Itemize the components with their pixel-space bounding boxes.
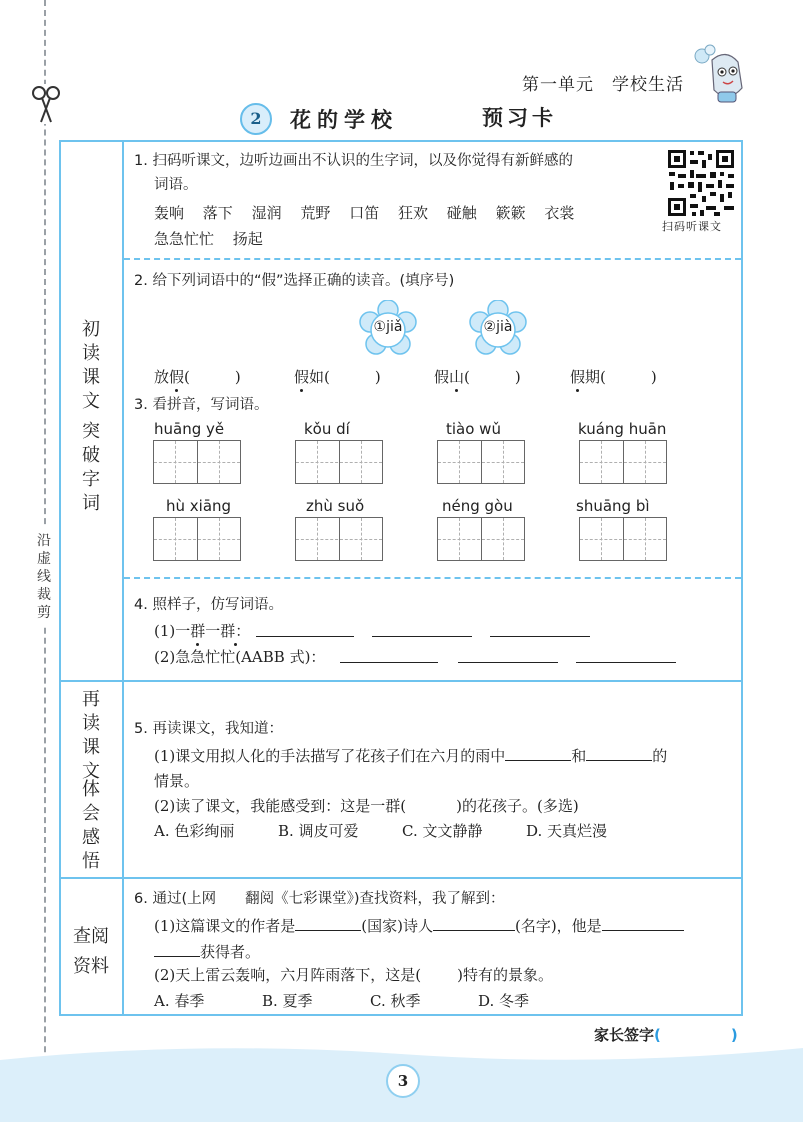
- writing-grid[interactable]: [295, 440, 383, 484]
- qr-caption: 扫码听课文: [662, 220, 722, 233]
- answer-blank[interactable]: [433, 914, 515, 931]
- section-divider-2: [59, 877, 743, 879]
- option-flower-1: [358, 300, 418, 360]
- q6-prompt: 6. 通过(上网 翻阅《七彩课堂》)查找资料，我了解到：: [134, 891, 505, 907]
- option-label: ②jià: [483, 319, 513, 335]
- q5-prompt: 5. 再读课文，我知道：: [134, 721, 283, 737]
- pinyin-label: tiào wǔ: [446, 420, 501, 438]
- unit-title: 学校生活: [612, 75, 684, 95]
- cut-label: 沿虚线裁剪: [34, 528, 54, 626]
- pinyin-label: shuāng bì: [576, 497, 650, 515]
- writing-grid[interactable]: [579, 517, 667, 561]
- q2-item-2[interactable]: 假如( ): [294, 368, 381, 386]
- pinyin-label: néng gòu: [442, 497, 513, 515]
- writing-grid[interactable]: [437, 440, 525, 484]
- q1-word[interactable]: 荒野: [300, 204, 331, 222]
- answer-blank[interactable]: [586, 744, 652, 761]
- section-label-reread: 再读课文: [82, 689, 100, 782]
- page-number: 3: [386, 1064, 420, 1098]
- answer-blank[interactable]: [295, 914, 361, 931]
- lesson-number-badge: 2: [240, 103, 272, 135]
- option-flower-2: [468, 300, 528, 360]
- answer-blank[interactable]: [256, 620, 354, 637]
- q1-word[interactable]: 急急忙忙: [154, 230, 215, 248]
- q6-option[interactable]: B. 夏季: [262, 992, 313, 1010]
- q5-option[interactable]: B. 调皮可爱: [278, 822, 359, 840]
- section-label-lookup: 查阅资料: [73, 926, 109, 977]
- q6-option[interactable]: C. 秋季: [370, 992, 421, 1010]
- q2-item-1[interactable]: 放假( ): [154, 368, 241, 386]
- q1-word-row: [154, 228, 277, 249]
- q3-prompt: 3. 看拼音，写词语。: [134, 397, 269, 413]
- pinyin-label: kǒu dí: [304, 420, 350, 438]
- q6-option[interactable]: D. 冬季: [478, 992, 530, 1010]
- q6-options: [154, 990, 529, 1011]
- q6-line-2: (2)天上雷云轰响，六月阵雨落下，这是( )特有的景象。: [154, 966, 553, 984]
- q4-line-1: (1)一群一群：: [154, 622, 251, 640]
- pinyin-label: huāng yě: [154, 420, 225, 438]
- q5-line-1: (1)课文用拟人化的手法描写了花孩子们在六月的雨中 和 的: [154, 744, 667, 766]
- writing-grid[interactable]: [153, 440, 241, 484]
- q6-option[interactable]: A. 春季: [154, 992, 205, 1010]
- section-label-first-read: 初读课文: [82, 319, 100, 412]
- q6-line-1-cont: 获得者。: [154, 940, 260, 962]
- mascot-icon: [692, 44, 748, 106]
- pinyin-label: zhù suǒ: [306, 497, 365, 515]
- q5-line-2: (2)读了课文，我能感受到：这是一群( )的花孩子。(多选): [154, 797, 579, 815]
- answer-blank[interactable]: [490, 620, 590, 637]
- signature-label: 家长签字: [594, 1026, 655, 1044]
- answer-blank[interactable]: [505, 744, 571, 761]
- answer-blank[interactable]: [576, 646, 676, 663]
- q2-item-4[interactable]: 假期( ): [570, 368, 657, 386]
- section-divider-1: [59, 680, 743, 682]
- unit-header: [522, 70, 684, 95]
- q5-line-1-cont: 情景。: [154, 772, 200, 790]
- parent-signature[interactable]: 家长签字( ): [594, 1026, 738, 1044]
- question-divider: [124, 577, 741, 579]
- q1-word[interactable]: 衣裳: [544, 204, 575, 222]
- q2-prompt: 2. 给下列词语中的“假”选择正确的读音。(填序号): [134, 273, 455, 289]
- qr-code-icon[interactable]: [666, 148, 736, 218]
- q2-item-3[interactable]: 假山( ): [434, 368, 521, 386]
- q1-word[interactable]: 轰响: [154, 204, 185, 222]
- q1-word[interactable]: 碰触: [446, 204, 477, 222]
- pinyin-label: kuáng huān: [578, 420, 667, 438]
- q1-word-row: [154, 202, 588, 223]
- answer-blank[interactable]: [372, 620, 472, 637]
- option-label: ①jiǎ: [373, 319, 403, 335]
- section-label-reread-sub: 体会感悟: [82, 779, 100, 872]
- pinyin-label: hù xiāng: [166, 497, 232, 515]
- q6-line-1: (1)这篇课文的作者是 (国家)诗人 (名字)，他是: [154, 914, 684, 936]
- q5-options: [154, 820, 607, 841]
- scissors-icon: [31, 84, 61, 124]
- q4-line-2: (2)急急忙忙(AABB 式)：: [154, 648, 326, 666]
- section-label-first-read-sub: 突破字词: [82, 421, 100, 514]
- q5-option[interactable]: A. 色彩绚丽: [154, 822, 235, 840]
- q5-option[interactable]: D. 天真烂漫: [526, 822, 608, 840]
- writing-grid[interactable]: [579, 440, 667, 484]
- q1-prompt-cont: 词语。: [154, 177, 198, 193]
- q1-word[interactable]: 簌簌: [495, 204, 526, 222]
- unit-number: 第一单元: [522, 75, 594, 95]
- q1-word[interactable]: 口笛: [349, 204, 380, 222]
- lesson-title: 花的学校: [290, 107, 398, 132]
- q1-prompt: 1. 扫码听课文，边听边画出不认识的生字词，以及你觉得有新鲜感的: [134, 153, 573, 169]
- q1-word[interactable]: 扬起: [232, 230, 263, 248]
- answer-blank[interactable]: [340, 646, 438, 663]
- writing-grid[interactable]: [437, 517, 525, 561]
- q5-option[interactable]: C. 文文静静: [402, 822, 483, 840]
- answer-blank[interactable]: [458, 646, 558, 663]
- question-divider: [124, 258, 741, 260]
- writing-grid[interactable]: [153, 517, 241, 561]
- answer-blank[interactable]: [602, 914, 684, 931]
- q1-word[interactable]: 落下: [202, 204, 233, 222]
- q1-word[interactable]: 湿润: [251, 204, 282, 222]
- writing-grid[interactable]: [295, 517, 383, 561]
- q1-word[interactable]: 狂欢: [397, 204, 428, 222]
- q4-prompt: 4. 照样子，仿写词语。: [134, 597, 283, 613]
- card-title: 预习卡: [482, 106, 557, 130]
- answer-blank[interactable]: [154, 940, 200, 957]
